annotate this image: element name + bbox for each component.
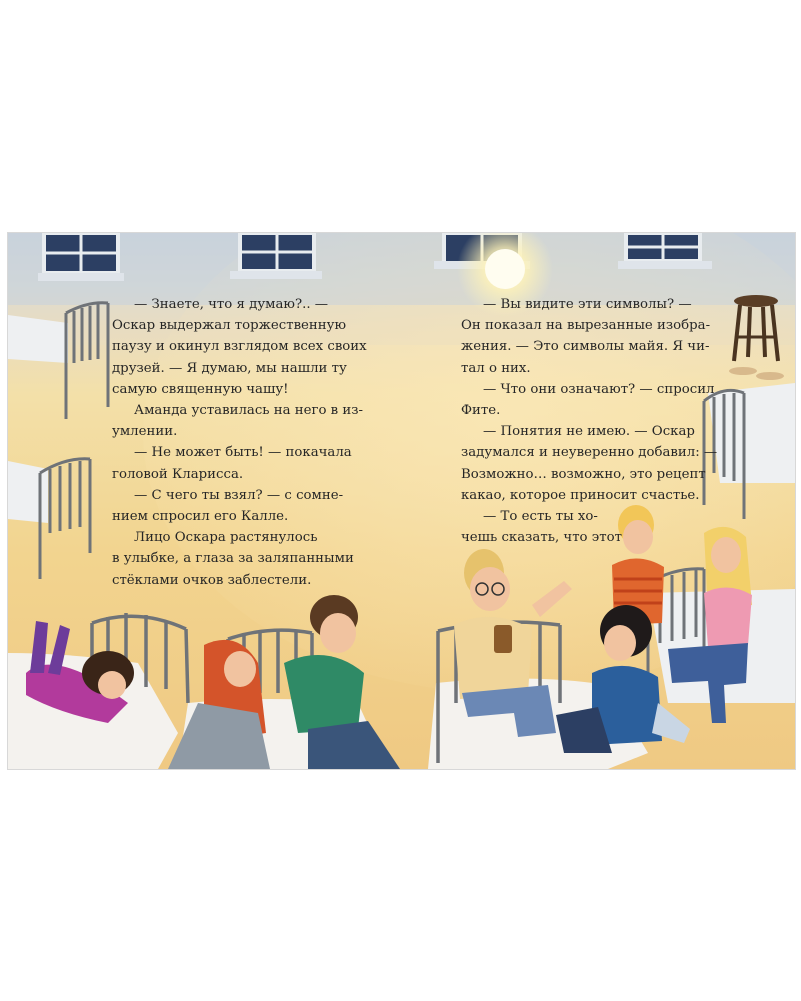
slipper bbox=[729, 367, 757, 375]
text-line: чешь сказать, что этот bbox=[461, 530, 622, 546]
text-line: тал о них. bbox=[461, 360, 531, 376]
right-page-text bbox=[461, 294, 717, 548]
text-line: Возможно… возможно, это рецепт bbox=[461, 466, 706, 482]
text-line: — С чего ты взял? — с сомне- bbox=[134, 487, 344, 503]
text-line: — Что они означают? — спросил bbox=[483, 381, 715, 397]
text-line: Фите. bbox=[461, 403, 501, 419]
text-line: Лицо Оскара растянулось bbox=[134, 530, 318, 546]
text-line: нием спросил его Калле. bbox=[112, 509, 289, 525]
text-line: самую священную чашу! bbox=[112, 381, 289, 397]
text-line: в улыбке, а глаза за заляпанными bbox=[112, 551, 354, 567]
text-line: стёклами очков заблестели. bbox=[112, 572, 312, 588]
book-spread bbox=[7, 232, 796, 770]
left-page-text bbox=[112, 294, 367, 591]
text-line: головой Кларисса. bbox=[112, 466, 244, 482]
girl-red-hair bbox=[168, 640, 270, 769]
window-1 bbox=[38, 233, 124, 281]
text-line: — Знаете, что я думаю?.. — bbox=[134, 297, 329, 312]
text-line: задумался и неуверенно добавил: — bbox=[461, 445, 718, 461]
text-line: жения. — Это символы майя. Я чи- bbox=[461, 339, 710, 355]
text-line: друзей. — Я думаю, мы нашли ту bbox=[112, 360, 347, 376]
bed-left-mid bbox=[8, 459, 90, 579]
text-line: — Вы видите эти символы? — bbox=[483, 297, 692, 312]
lamp bbox=[485, 249, 525, 289]
text-line: — Не может быть! — покачала bbox=[134, 445, 352, 461]
text-line: какао, которое приносит счастье. bbox=[461, 487, 700, 503]
window-2 bbox=[230, 233, 322, 279]
text-line: Оскар выдержал торжественную bbox=[112, 318, 347, 334]
window-4 bbox=[618, 233, 712, 269]
text-line: Он показал на вырезанные изобра- bbox=[461, 318, 711, 334]
text-line: — Понятия не имею. — Оскар bbox=[483, 424, 695, 440]
text-line: паузу и окинул взглядом всех своих bbox=[112, 339, 367, 355]
text-line: Аманда уставилась на него в из- bbox=[134, 403, 364, 419]
text-line: умлении. bbox=[112, 424, 178, 440]
slipper bbox=[756, 372, 784, 380]
text-line: — То есть ты хо- bbox=[483, 509, 598, 525]
